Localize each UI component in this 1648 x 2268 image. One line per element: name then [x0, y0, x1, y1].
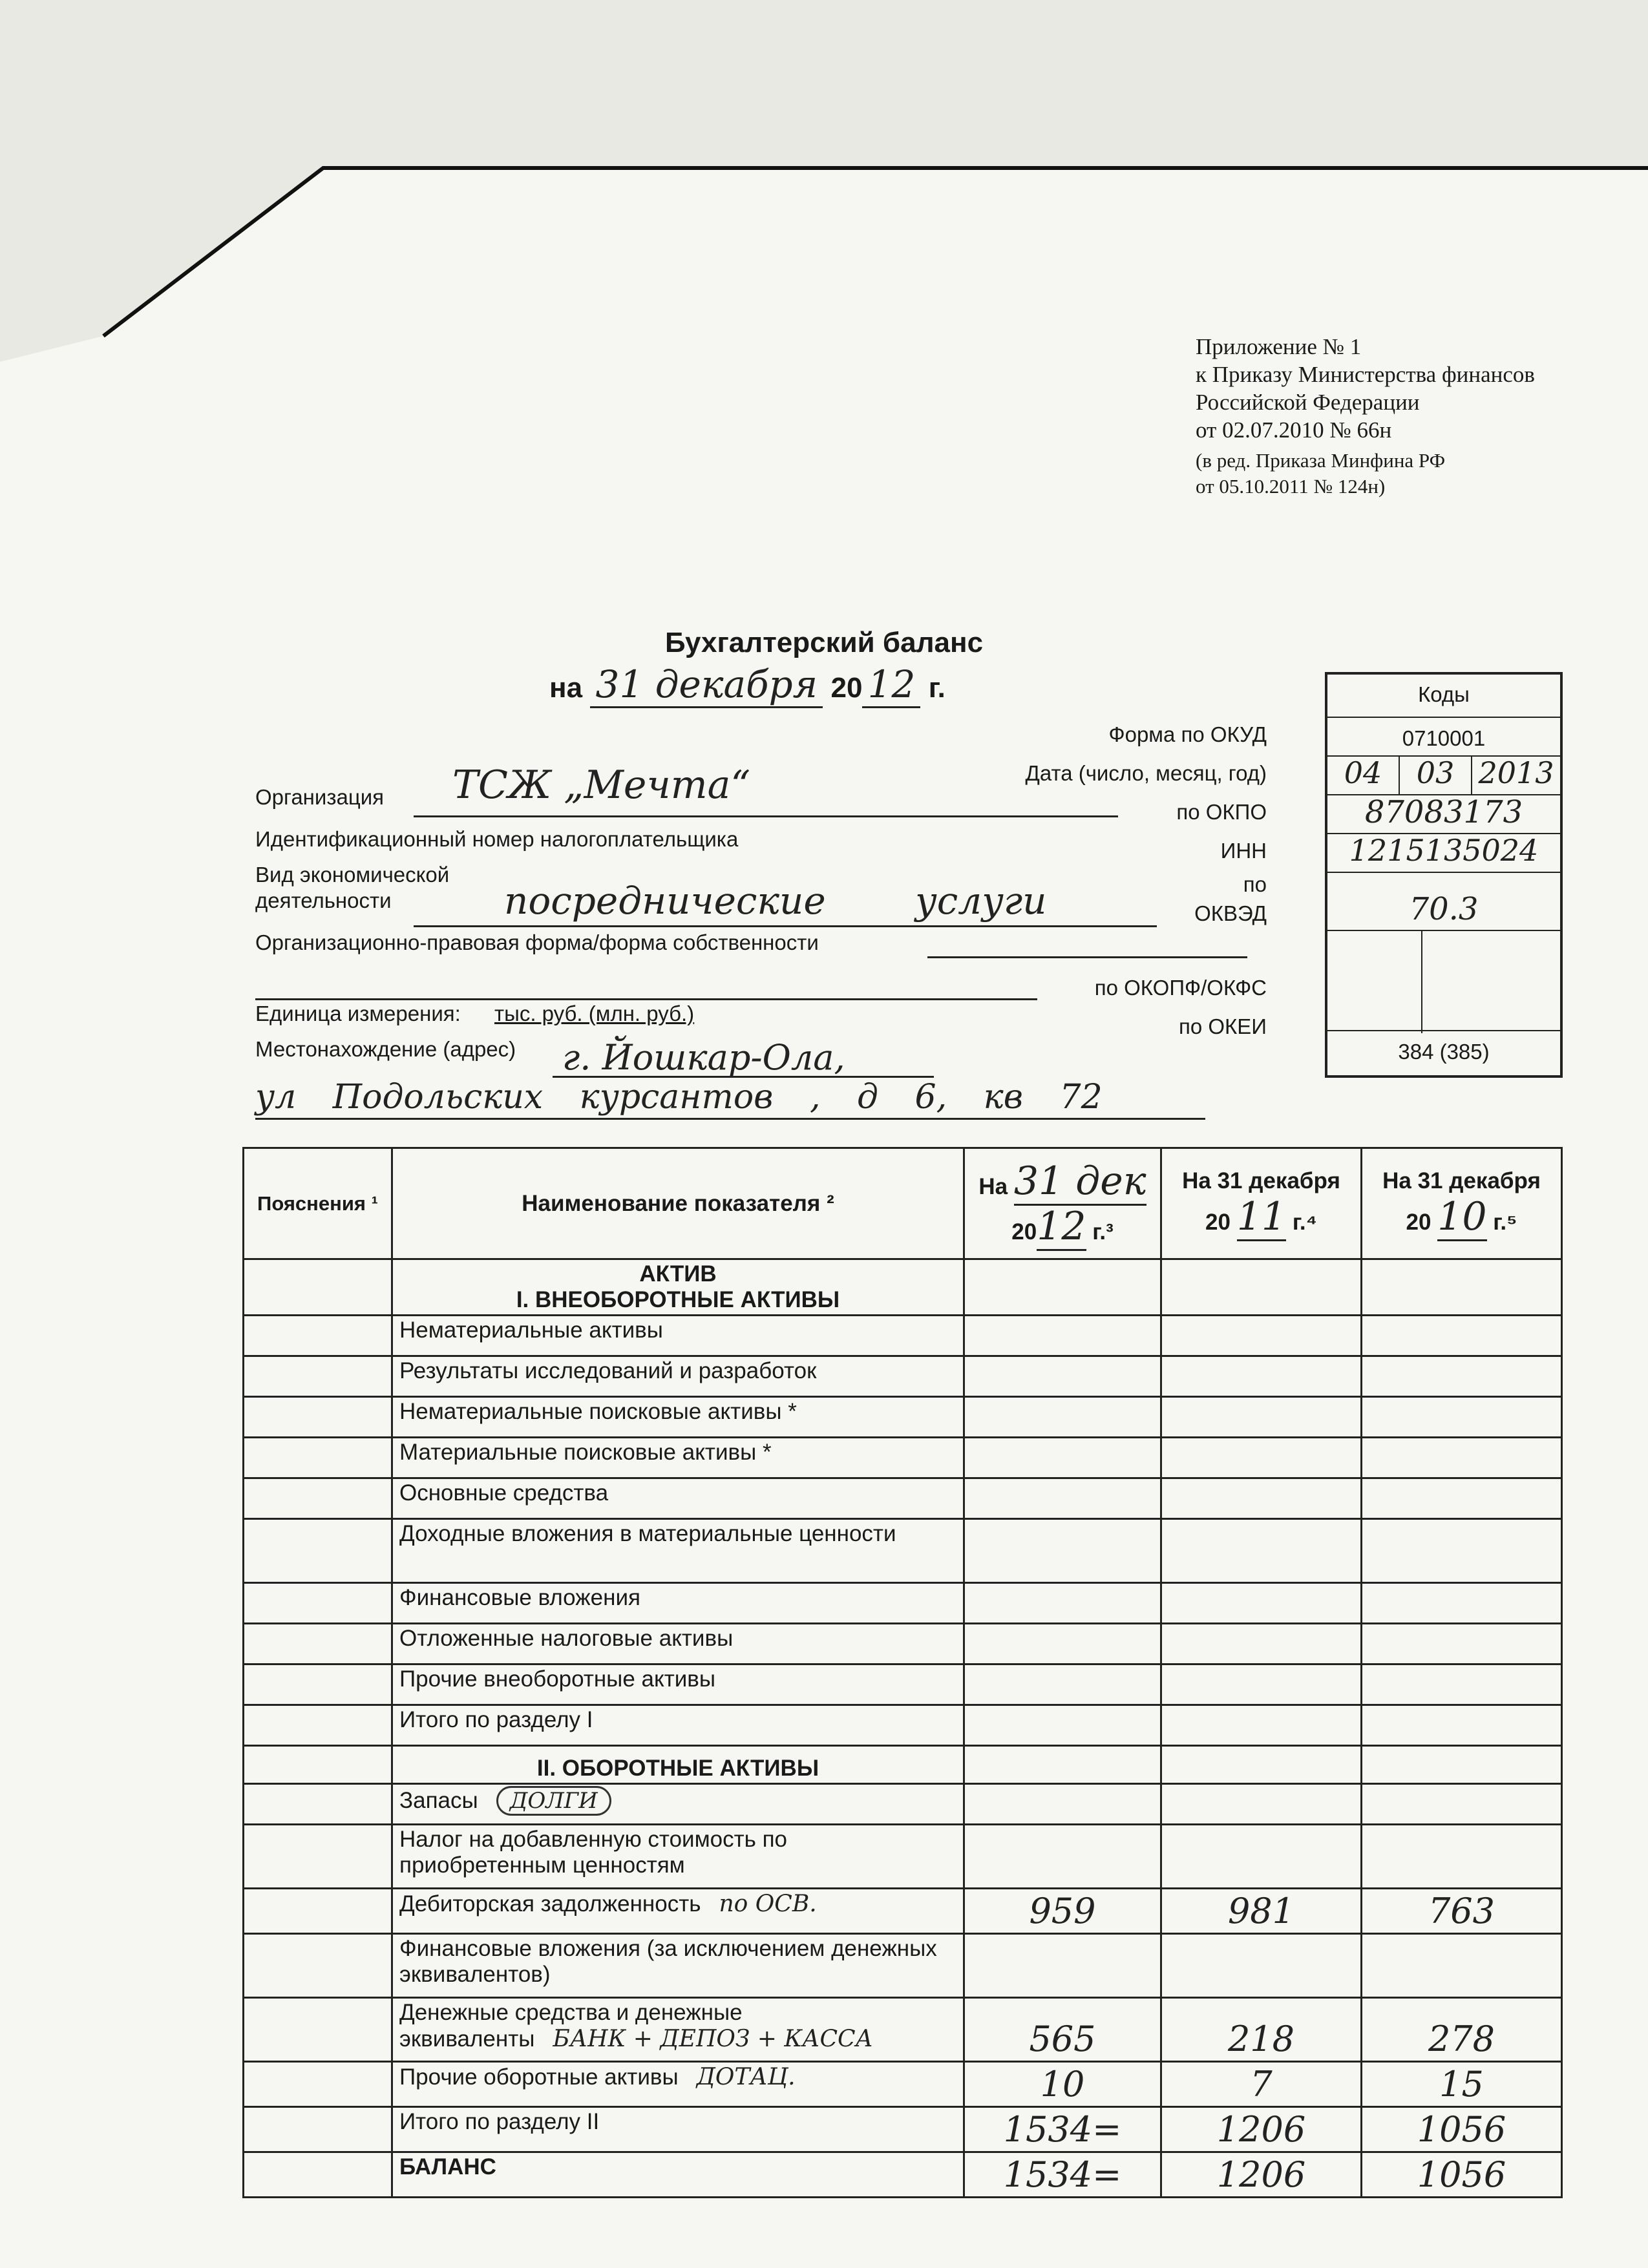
value-cell-v1	[964, 1438, 1161, 1478]
notes-cell	[244, 1519, 392, 1583]
indicator-name: Итого по разделу I	[399, 1707, 593, 1732]
value-cell-v2	[1161, 1478, 1362, 1519]
period-year-prefix: 20	[830, 672, 863, 704]
header-col2-year: 11	[1237, 1194, 1286, 1241]
indicator-cell	[392, 2062, 964, 2107]
indicator-name: Финансовые вложения (за исключением денежных эквивалентов)	[399, 1936, 937, 1987]
table-row	[244, 1624, 1562, 1664]
section-heading-row	[244, 1259, 1562, 1316]
table-row	[244, 1889, 1562, 1934]
period-year: 12	[862, 662, 920, 708]
codes-box	[1325, 672, 1563, 1078]
value-cell-v3: 1056	[1362, 2152, 1562, 2198]
indicator-name: Отложенные налоговые активы	[399, 1626, 734, 1651]
okud-code: 0710001	[1402, 726, 1486, 750]
value-cell-v2	[1161, 1438, 1362, 1478]
value-cell-v2	[1161, 1624, 1362, 1664]
notes-cell	[244, 1705, 392, 1746]
value-cell-v1	[964, 1356, 1161, 1397]
value-cell-v3: 278	[1362, 1998, 1562, 2062]
okpo-label: по ОКПО	[1176, 800, 1267, 824]
indicator-name: Денежные средства и денежные эквиваленты	[399, 2000, 743, 2052]
value-cell-v2: 1206	[1161, 2107, 1362, 2152]
indicator-cell	[392, 1397, 964, 1438]
value-cell-v2	[1161, 1316, 1362, 1356]
period-date: 31 декабря	[590, 662, 823, 708]
value-cell-v2	[1161, 1664, 1362, 1705]
okved-code: 70.3	[1409, 891, 1479, 927]
header-col2	[1161, 1148, 1362, 1259]
address-line-1: г. Йошкар-Ола,	[562, 1037, 845, 1078]
okved-label-1: по	[1243, 872, 1267, 896]
appendix-line: от 05.10.2011 № 124н)	[1196, 475, 1386, 498]
header-name: Наименование показателя ²	[392, 1148, 964, 1259]
value-cell-v1: 1534=	[964, 2152, 1161, 2198]
header-col2-year-prefix: 20	[1205, 1209, 1231, 1235]
notes-cell	[244, 1583, 392, 1624]
indicator-name: БАЛАНС	[399, 2154, 496, 2179]
table-row	[244, 1784, 1562, 1825]
activity-label-2: деятельности	[255, 888, 392, 912]
value-cell-v1	[964, 1316, 1161, 1356]
inn-code: 1215135024	[1349, 833, 1539, 868]
table-row	[244, 1478, 1562, 1519]
value-cell-v1	[964, 1705, 1161, 1746]
indicator-cell	[392, 1624, 964, 1664]
date-month: 03	[1416, 755, 1455, 790]
indicator-name: Итого по разделу II	[399, 2109, 600, 2134]
inn-field-label: Идентификационный номер налогоплательщика	[255, 827, 739, 851]
period-suffix: г.	[928, 672, 945, 704]
header-col3-year-prefix: 20	[1406, 1209, 1431, 1235]
notes-cell	[244, 1934, 392, 1998]
indicator-name: Нематериальные поисковые активы *	[399, 1399, 797, 1424]
indicator-cell	[392, 1583, 964, 1624]
value-cell-v2: 7	[1161, 2062, 1362, 2107]
indicator-cell	[392, 2107, 964, 2152]
value-cell-v2	[1161, 1519, 1362, 1583]
header-col3	[1362, 1148, 1562, 1259]
table-row	[244, 2062, 1562, 2107]
indicator-name: Прочие внеоборотные активы	[399, 1666, 716, 1692]
indicator-cell	[392, 1478, 964, 1519]
appendix-line: Приложение № 1	[1196, 334, 1362, 359]
value-cell-v3	[1362, 1934, 1562, 1998]
indicator-cell	[392, 1705, 964, 1746]
notes-cell	[244, 1624, 392, 1664]
indicator-cell	[392, 1316, 964, 1356]
date-year: 2013	[1478, 755, 1554, 790]
okopf-label: по ОКОПФ/ОКФС	[1094, 976, 1267, 1000]
table-row	[244, 2107, 1562, 2152]
notes-cell	[244, 1664, 392, 1705]
indicator-name: Доходные вложения в материальные ценности	[399, 1521, 896, 1546]
table-header-row	[244, 1148, 1562, 1259]
value-cell-v3	[1362, 1825, 1562, 1889]
section1-heading: I. ВНЕОБОРОТНЫЕ АКТИВЫ	[516, 1287, 840, 1312]
value-cell-v3	[1362, 1519, 1562, 1583]
section2-heading: II. ОБОРОТНЫЕ АКТИВЫ	[392, 1746, 964, 1784]
activity-value: посреднические услуги	[504, 879, 1047, 923]
notes-cell	[244, 1784, 392, 1825]
okei-code: 384 (385)	[1398, 1040, 1490, 1064]
value-cell-v2	[1161, 1825, 1362, 1889]
value-cell-v2	[1161, 1583, 1362, 1624]
org-name-label: Организация	[255, 785, 385, 809]
period-prefix: на	[549, 672, 583, 704]
value-cell-v3	[1362, 1397, 1562, 1438]
notes-cell	[244, 1316, 392, 1356]
value-cell-v1	[964, 1825, 1161, 1889]
notes-cell	[244, 1397, 392, 1438]
appendix-line: Российской Федерации	[1196, 390, 1420, 415]
indicator-name: Результаты исследований и разработок	[399, 1358, 817, 1383]
activity-label-1: Вид экономической	[255, 863, 450, 887]
header-col1	[964, 1148, 1161, 1259]
header-col3-suffix: г.⁵	[1493, 1209, 1517, 1235]
value-cell-v1: 10	[964, 2062, 1161, 2107]
indicator-cell	[392, 1998, 964, 2062]
value-cell-v3	[1362, 1624, 1562, 1664]
inn-label: ИНН	[1220, 839, 1267, 863]
header-col1-year-prefix: 20	[1011, 1219, 1037, 1244]
value-cell-v2: 981	[1161, 1889, 1362, 1934]
value-cell-v3: 15	[1362, 2062, 1562, 2107]
table-row	[244, 1397, 1562, 1438]
unit-label: Единица измерения:	[255, 1002, 461, 1025]
value-cell-v3	[1362, 1705, 1562, 1746]
value-cell-v3	[1362, 1664, 1562, 1705]
header-col1-suffix: г.³	[1092, 1219, 1114, 1244]
header-col3-prefix: На 31 декабря	[1382, 1168, 1541, 1193]
value-cell-v3	[1362, 1583, 1562, 1624]
indicator-cell	[392, 1934, 964, 1998]
table-row	[244, 1998, 1562, 2062]
notes-cell	[244, 2107, 392, 2152]
table-row	[244, 1438, 1562, 1478]
okpo-code: 87083173	[1364, 794, 1523, 830]
notes-cell	[244, 2062, 392, 2107]
report-period	[549, 662, 945, 708]
notes-cell	[244, 2152, 392, 2198]
value-cell-v2	[1161, 1705, 1362, 1746]
indicator-name: Финансовые вложения	[399, 1585, 640, 1610]
value-cell-v3: 1056	[1362, 2107, 1562, 2152]
indicator-name: Запасы	[399, 1788, 478, 1813]
indicator-cell	[392, 1664, 964, 1705]
handwritten-note: по ОСВ.	[719, 1891, 817, 1917]
asset-heading: АКТИВ	[639, 1261, 717, 1286]
handwritten-note: ДОТАЦ.	[696, 2064, 796, 2090]
date-label: Дата (число, месяц, год)	[1025, 761, 1267, 785]
value-cell-v2	[1161, 1784, 1362, 1825]
indicator-cell	[392, 1784, 964, 1825]
value-cell-v1	[964, 1583, 1161, 1624]
indicator-name: Основные средства	[399, 1480, 609, 1506]
appendix-note	[1196, 333, 1535, 499]
value-cell-v3	[1362, 1784, 1562, 1825]
value-cell-v2: 218	[1161, 1998, 1362, 2062]
header-col1-prefix: На	[978, 1173, 1008, 1199]
value-cell-v3	[1362, 1316, 1562, 1356]
balance-table	[242, 1147, 1563, 2198]
date-day: 04	[1344, 755, 1382, 790]
notes-cell	[244, 1825, 392, 1889]
address-line-2: ул Подольских курсантов , д 6, кв 72	[255, 1078, 1103, 1117]
value-cell-v1: 565	[964, 1998, 1161, 2062]
indicator-name: Налог на добавленную стоимость по приобретенным ценностям	[399, 1827, 788, 1878]
value-cell-v1	[964, 1664, 1161, 1705]
appendix-line: к Приказу Министерства финансов	[1196, 362, 1535, 387]
indicator-name: Нематериальные активы	[399, 1318, 663, 1343]
value-cell-v1	[964, 1397, 1161, 1438]
table-row	[244, 1664, 1562, 1705]
table-row	[244, 1356, 1562, 1397]
table-row	[244, 1316, 1562, 1356]
value-cell-v1: 959	[964, 1889, 1161, 1934]
value-cell-v2	[1161, 1397, 1362, 1438]
codes-header: Коды	[1418, 682, 1470, 706]
table-row	[244, 1934, 1562, 1998]
value-cell-v2	[1161, 1356, 1362, 1397]
table-row	[244, 1705, 1562, 1746]
legal-form-label: Организационно-правовая форма/форма собственности	[255, 930, 819, 954]
value-cell-v1	[964, 1784, 1161, 1825]
indicator-cell	[392, 1356, 964, 1397]
appendix-line: от 02.07.2010 № 66н	[1196, 417, 1392, 443]
okei-label: по ОКЕИ	[1178, 1014, 1267, 1038]
value-cell-v1: 1534=	[964, 2107, 1161, 2152]
indicator-cell	[392, 2152, 964, 2198]
handwritten-note: БАНК + ДЕПОЗ + КАССА	[553, 2026, 873, 2052]
indicator-cell	[392, 1825, 964, 1889]
appendix-line: (в ред. Приказа Минфина РФ	[1196, 449, 1446, 472]
value-cell-v3	[1362, 1438, 1562, 1478]
table-row	[244, 1519, 1562, 1583]
header-col2-suffix: г.⁴	[1292, 1209, 1317, 1235]
value-cell-v3	[1362, 1478, 1562, 1519]
okud-label: Форма по ОКУД	[1108, 722, 1267, 746]
value-cell-v2: 1206	[1161, 2152, 1362, 2198]
table-row	[244, 1825, 1562, 1889]
org-name: ТСЖ „Мечта“	[452, 762, 751, 808]
indicator-name: Прочие оборотные активы	[399, 2064, 679, 2090]
indicator-cell	[392, 1438, 964, 1478]
section-heading-row	[244, 1746, 1562, 1784]
indicator-name: Дебиторская задолженность	[399, 1891, 701, 1916]
header-notes: Пояснения ¹	[244, 1148, 392, 1259]
okved-label-2: ОКВЭД	[1194, 901, 1267, 925]
indicator-cell	[392, 1519, 964, 1583]
value-cell-v2	[1161, 1934, 1362, 1998]
indicator-cell	[392, 1889, 964, 1934]
table-row	[244, 1583, 1562, 1624]
table-row	[244, 2152, 1562, 2198]
unit-value: тыс. руб. (млн. руб.)	[494, 1002, 695, 1025]
value-cell-v3	[1362, 1356, 1562, 1397]
notes-cell	[244, 1998, 392, 2062]
notes-cell	[244, 1478, 392, 1519]
value-cell-v1	[964, 1478, 1161, 1519]
header-col3-year: 10	[1437, 1194, 1486, 1241]
header-col1-year: 12	[1037, 1204, 1086, 1251]
header-col1-date: 31 дек	[1014, 1159, 1146, 1206]
page-title: Бухгалтерский баланс	[664, 627, 984, 658]
indicator-name: Материальные поисковые активы *	[399, 1440, 772, 1465]
handwritten-note: ДОЛГИ	[496, 1786, 611, 1816]
notes-cell	[244, 1438, 392, 1478]
notes-cell	[244, 1889, 392, 1934]
value-cell-v3: 763	[1362, 1889, 1562, 1934]
address-label: Местонахождение (адрес)	[255, 1037, 516, 1061]
value-cell-v1	[964, 1519, 1161, 1583]
section-heading	[392, 1259, 964, 1316]
notes-cell	[244, 1356, 392, 1397]
header-col2-prefix: На 31 декабря	[1182, 1168, 1340, 1193]
value-cell-v1	[964, 1934, 1161, 1998]
value-cell-v1	[964, 1624, 1161, 1664]
